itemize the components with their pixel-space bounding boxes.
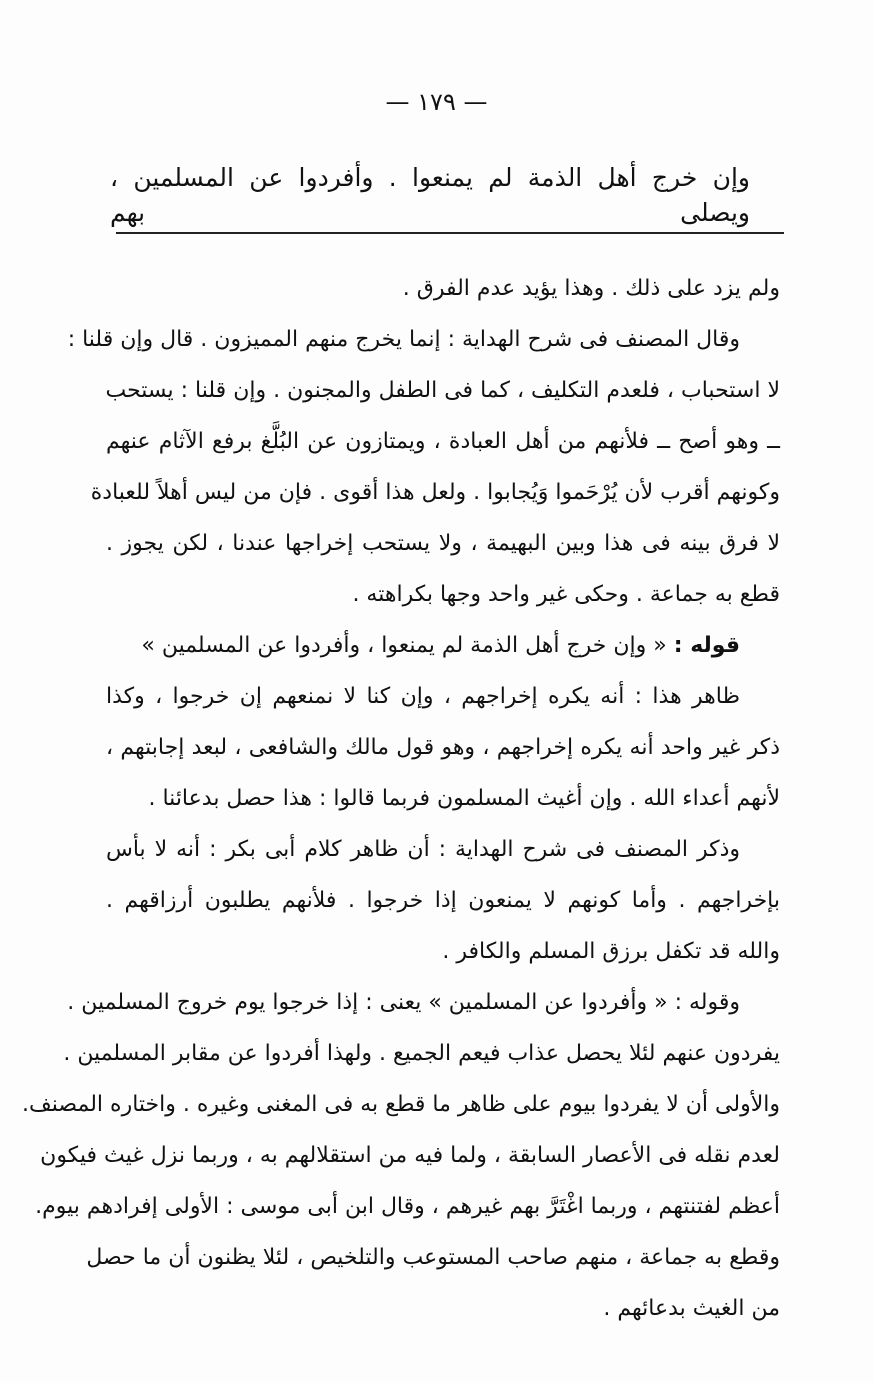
commentary-line-13: بإخراجهم . وأما كونهم لا يمنعون إذا خرجوا . فلأنهم يطلبون أرزاقهم .: [106, 888, 780, 913]
page-number: — ١٧٩ —: [385, 88, 488, 116]
lemma-quote: « وإن خرج أهل الذمة لم يمنعوا ، وأفردوا عن المسلمين »: [141, 633, 667, 658]
commentary-line-2: وقال المصنف فى شرح الهداية : إنما يخرج منهم المميزون . قال وإن قلنا :: [67, 327, 740, 352]
commentary-line-17: والأولى أن لا يفردوا بيوم على ظاهر ما قطع به فى المغنى وغيره . واختاره المصنف.: [22, 1092, 780, 1117]
lemma-paragraph: [106, 620, 780, 824]
commentary-line-3: لا استحباب ، فلعدم التكليف ، كما فى الطفل والمجنون . وإن قلنا : يستحب: [105, 378, 780, 403]
commentary-line-16: يفردون عنهم لئلا يحصل عذاب فيعم الجميع . ولهذا أفردوا عن مقابر المسلمين .: [63, 1041, 780, 1066]
commentary-line-5: وكونهم أقرب لأن يُرْحَموا وَيُجابوا . ولعل هذا أقوى . فإن من ليس أهلاً للعبادة: [90, 480, 780, 505]
commentary-line-14: والله قد تكفل برزق المسلم والكافر .: [442, 939, 780, 964]
commentary-paragraph-5: [22, 977, 780, 1334]
commentary-block: [22, 263, 780, 1334]
commentary-line-1: ولم يزد على ذلك . وهذا يؤيد عدم الفرق .: [402, 276, 780, 301]
commentary-line-7: قطع به جماعة . وحكى غير واحد وجها بكراهته .: [352, 582, 780, 607]
commentary-line-20: وقطع به جماعة ، منهم صاحب المستوعب والتلخيص ، لئلا يظنون أن ما حصل: [86, 1245, 780, 1270]
commentary-line-21: من الغيث بدعائهم .: [603, 1296, 780, 1321]
commentary-line-10: ذكر غير واحد أنه يكره إخراجهم ، وهو قول مالك والشافعى ، لبعد إجابتهم ،: [106, 735, 780, 760]
lemma-label: قوله :: [673, 633, 740, 658]
commentary-line-18: لعدم نقله فى الأعصار السابقة ، ولما فيه من استقلالهم به ، وربما نزل غيث فيكون: [40, 1143, 780, 1168]
commentary-line-9: ظاهر هذا : أنه يكره إخراجهم ، وإن كنا لا نمنعهم إن خرجوا ، وكذا: [106, 684, 740, 709]
commentary-line-6: لا فرق بينه فى هذا وبين البهيمة ، ولا يستحب إخراجها عندنا ، لكن يجوز .: [106, 531, 780, 556]
commentary-line-19: أعظم لفتنتهم ، وربما اغْتَرَّ بهم غيرهم ، وقال ابن أبى موسى : الأولى إفرادهم بيوم.: [35, 1194, 780, 1219]
commentary-line-12: وذكر المصنف فى شرح الهداية : أن ظاهر كلام أبى بكر : أنه لا بأس: [106, 837, 740, 862]
text-divider-rule: [116, 232, 784, 234]
commentary-paragraph-1: [106, 263, 780, 314]
commentary-line-11: لأنهم أعداء الله . وإن أغيث المسلمون فربما قالوا : هذا حصل بدعائنا .: [148, 786, 780, 811]
commentary-paragraph-2: [67, 314, 780, 620]
commentary-line-4: ــ وهو أصح ــ فلأنهم من أهل العبادة ، ويمتازون عن البُلَّغ برفع الآثام عنهم: [106, 429, 780, 454]
commentary-paragraph-4: [106, 824, 780, 977]
lemma-line: [106, 620, 780, 671]
main-text-line: وإن خرج أهل الذمة لم يمنعوا . وأفردوا عن المسلمين ، ويصلى بهم: [110, 163, 750, 227]
commentary-line-15: وقوله : « وأفردوا عن المسلمين » يعنى : إذا خرجوا يوم خروج المسلمين .: [67, 990, 740, 1015]
